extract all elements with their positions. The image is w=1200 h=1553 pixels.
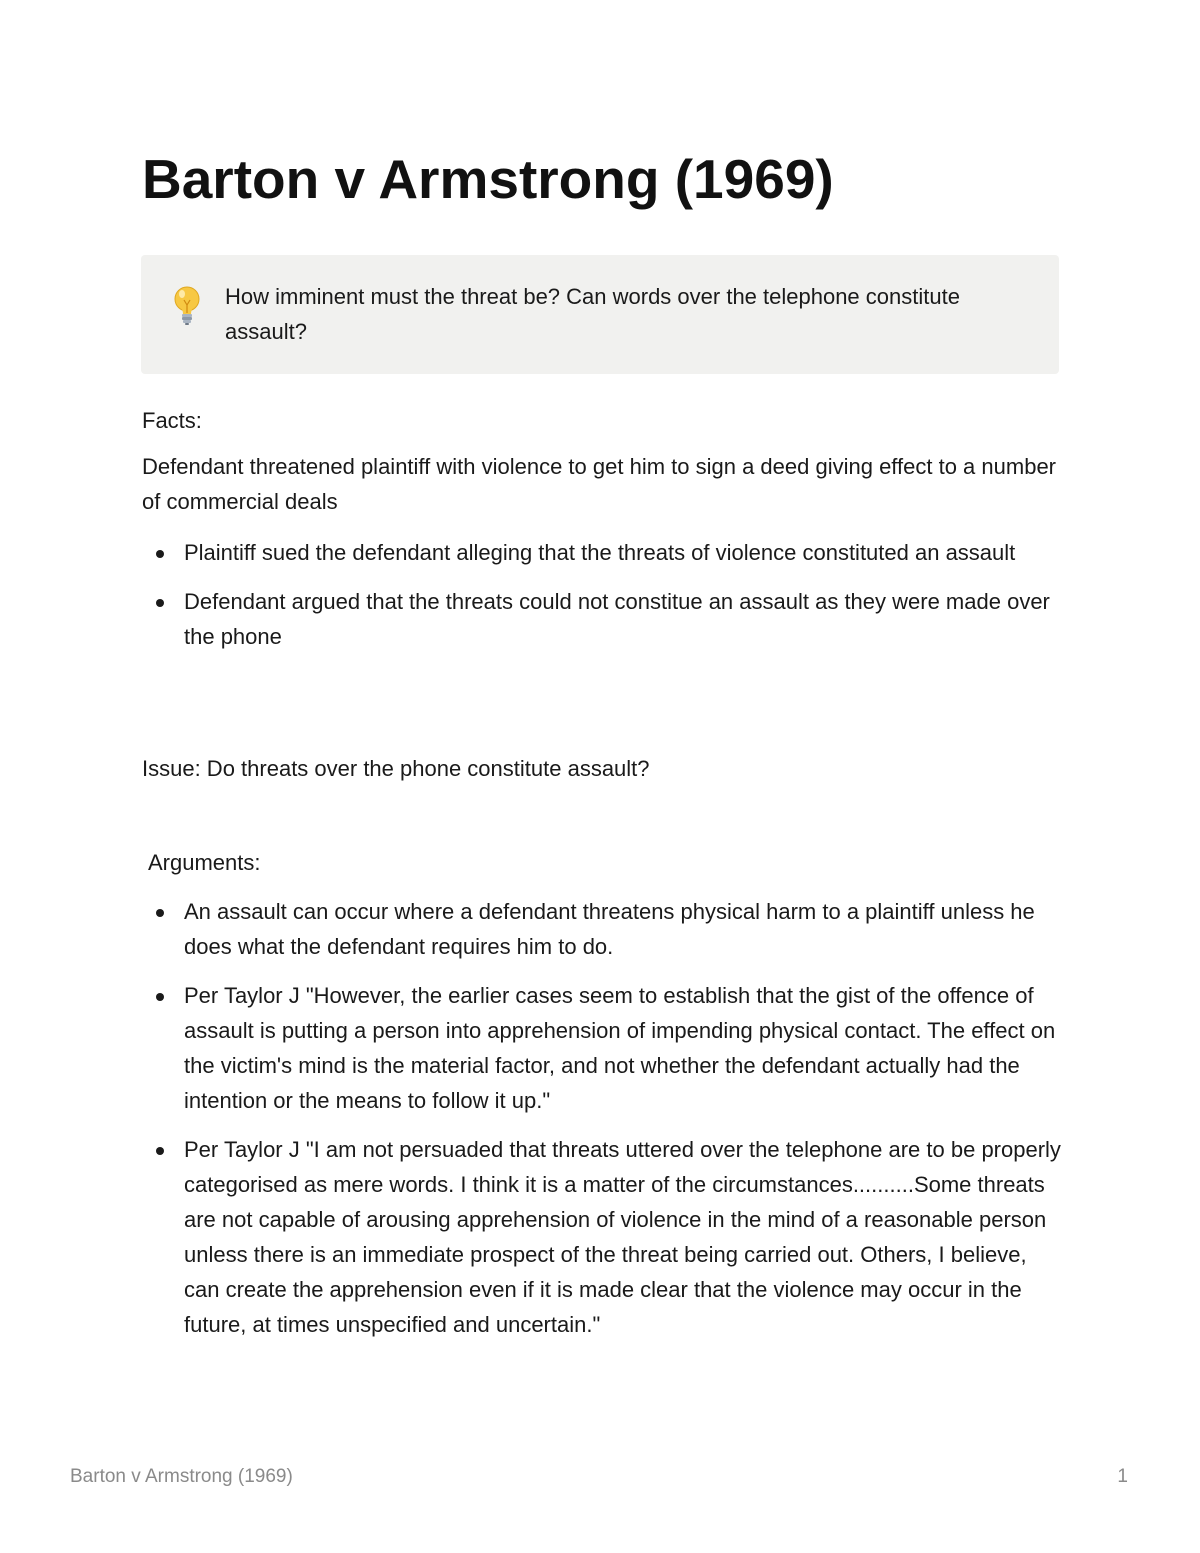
list-item [142,1132,1062,1342]
bullet-icon [156,993,164,1001]
issue-text: Issue: Do threats over the phone constitute assault? [142,756,650,781]
bullet-text: An assault can occur where a defendant threatens physical harm to a plaintiff unless he does what the defendant requires him to do. [184,899,1035,959]
bullet-text: Per Taylor J "However, the earlier cases seem to establish that the gist of the offence of assault is putting a person into apprehension of impending physical contact. The effect on the victim's mind is the material factor, and not whether the defendant actually had the intention or the means to follow it up." [184,983,1056,1113]
page-title: Barton v Armstrong (1969) [142,148,834,210]
arguments-bullet-list [142,894,1062,1356]
callout-text: How imminent must the threat be? Can words over the telephone constitute assault? [225,284,960,344]
callout-box [141,255,1059,374]
facts-paragraph: Defendant threatened plaintiff with violence to get him to sign a deed giving effect to a number of commercial deals [142,454,1056,514]
list-item [142,535,1062,570]
facts-heading: Facts: [142,408,202,433]
facts-bullet-list [142,535,1062,668]
lightbulb-icon [169,285,205,327]
list-item [142,978,1062,1118]
arguments-heading: Arguments: [148,850,261,875]
list-item [142,894,1062,964]
bullet-icon [156,909,164,917]
footer-document-title: Barton v Armstrong (1969) [70,1466,293,1487]
bullet-text: Plaintiff sued the defendant alleging that the threats of violence constituted an assault [184,540,1016,565]
list-item [142,584,1062,654]
bullet-icon [156,599,164,607]
bullet-icon [156,1147,164,1155]
bullet-text: Per Taylor J "I am not persuaded that threats uttered over the telephone are to be properly categorised as mere words. I think it is a matter of the circumstances..........Some threats are not capable of arousing apprehension of violence in the mind of a reasonable person unless there is an immediate prospect of the threat being carried out. Others, I believe, can create the apprehension even if it is made clear that the violence may occur in the future, at times unspecified and uncertain." [184,1137,1061,1337]
bullet-icon [156,550,164,558]
footer-page-number: 1 [1117,1466,1128,1487]
bullet-text: Defendant argued that the threats could not constitue an assault as they were made over the phone [184,589,1050,649]
